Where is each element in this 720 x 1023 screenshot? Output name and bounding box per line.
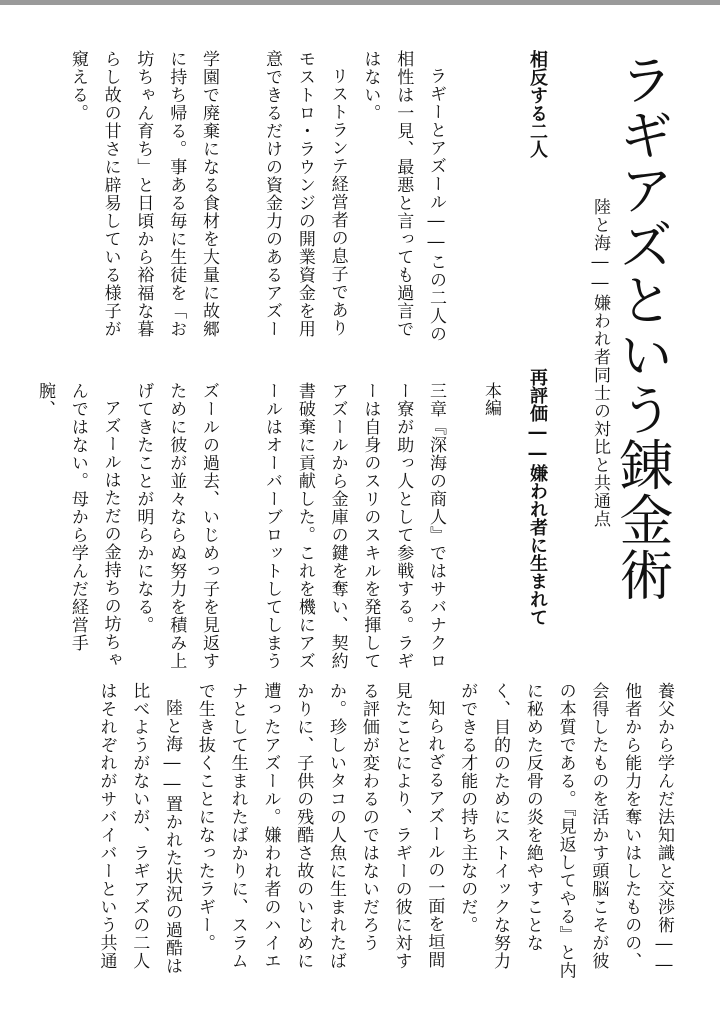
body-text-section3 — [40, 682, 680, 982]
section-heading-reevaluation: 再評価――嫌われ者に生まれて — [527, 368, 548, 626]
body-text-section2-b — [25, 382, 225, 680]
paragraph: 学園で廃棄になる食材を大量に故郷に持ち帰る。事ある毎に生徒を「お坊ちゃん育ち」と日頃から裕福な暮らし故の甘さに辟易している様子が窺える。 — [67, 50, 219, 338]
section-label: 本編 — [481, 382, 501, 416]
body-text-section1-b — [25, 50, 225, 348]
section-heading-contrast: 相反する二人 — [527, 50, 548, 158]
paragraph: 養父から学んだ法知識と交渉術――他者から能力を奪いはしたものの、会得したものを活かす頭脳こそが彼の本質である。『見返してやる』と内に秘めた反骨の炎を絶やすことなく、目的のためにストイックな努力ができる才能の持ち主なのだ。 — [457, 682, 674, 980]
paragraph: 三章『深海の商人』ではサバナクロー寮が助っ人として参戦する。ラギーは自身のスリのスキルを発揮してアズールから金庫の鍵を奪い、契約書破棄に貢献した。これを機にアズールはオーバーブロットしてしまう — [262, 382, 446, 670]
paragraph: アズールはただの金持ちの坊ちゃんではない。母から学んだ経営手腕、 — [35, 382, 121, 669]
body-text-section1-a — [252, 50, 452, 348]
body-text-section2-a — [252, 382, 452, 680]
paragraph: 陸と海――置かれた状況の過酷は比べようがないが、ラギアズの二人はそれぞれがサバイバーという共通 — [96, 682, 183, 975]
paragraph: ラギーとアズール――この二人の相性は一見、最悪と言っても過言ではない。 — [360, 50, 446, 343]
page-title: ラギアズという錬金術 — [611, 52, 674, 602]
top-border — [0, 0, 720, 5]
paragraph: 知られざるアズールの一面を垣間見たことにより、ラギーの彼に対する評価が変わるのではないだろうか。珍しいタコの人魚に生まれたばかりに、子供の残酷さ故のいじめに遭ったアズール。嫌われ者のハイエナとして生まれたばかりに、スラムで生き抜くことになったラギー。 — [194, 682, 445, 970]
paragraph: ズールの過去、いじめっ子を見返すために彼が並々ならぬ努力を積み上げてきたことが明らかになる。 — [133, 382, 219, 670]
page-subtitle: 陸と海――嫌われ者同士の対比と共通点 — [590, 198, 610, 528]
paragraph: リストランテ経営者の息子でありモストロ・ラウンジの開業資金を用意できるだけの資金力のあるアズー — [262, 50, 348, 338]
